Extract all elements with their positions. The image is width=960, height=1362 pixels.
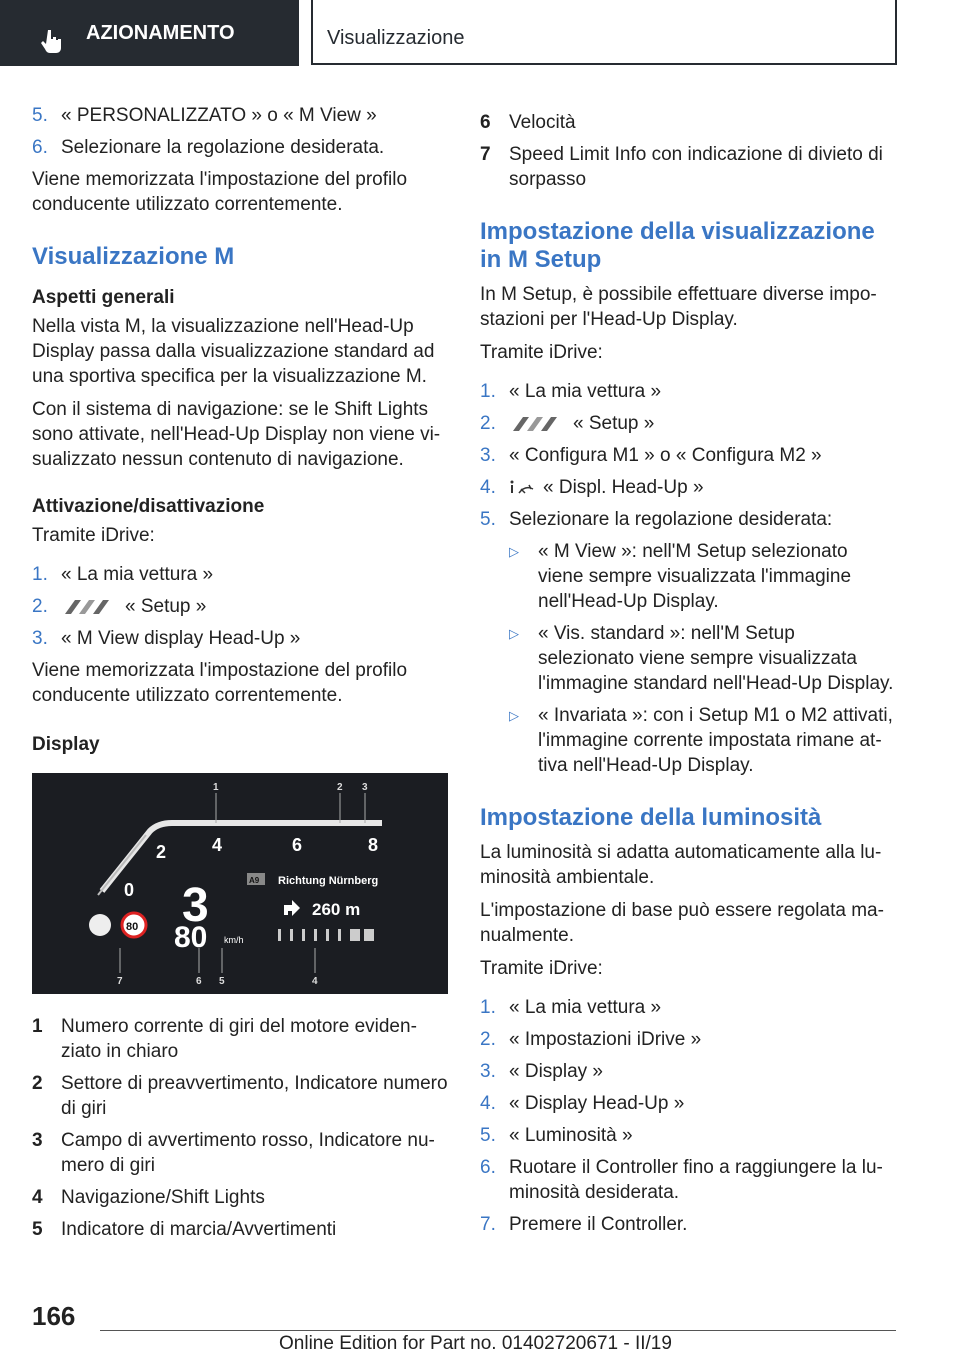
topic-label: Visualizzazione	[327, 27, 465, 49]
list-item: 3. « Display »	[480, 1061, 603, 1082]
legend-item: 7 Speed Limit Info con indicazione di divieto di sorpasso	[480, 144, 883, 190]
paragraph: L'impostazione di base può essere regolata manualmente.	[480, 900, 884, 946]
subheading-display: Display	[32, 734, 100, 755]
list-item: 2. « Setup »	[32, 596, 207, 617]
list-item: 1. « La mia vettura »	[480, 997, 662, 1018]
paragraph: Tramite iDrive:	[480, 342, 603, 363]
list-item: 5. « Luminosità »	[480, 1125, 633, 1146]
list-item: 1. « La mia vettura »	[480, 381, 662, 402]
distance: 260 m	[312, 900, 361, 919]
scale-0: 0	[124, 880, 135, 900]
subheading-toggle: Attivazione/disattivazione	[32, 496, 265, 517]
section-tab	[0, 0, 299, 66]
callout-1: 1	[213, 782, 219, 793]
heading-m-view: Visualizzazione M	[32, 243, 235, 270]
paragraph: La luminosità si adatta automaticamente alla luminosità ambientale.	[480, 842, 882, 888]
legend-item: 5 Indicatore di marcia/Avvertimenti	[32, 1219, 337, 1240]
paragraph: Nella vista M, la visualizzazione nell'Head-Up Display passa dalla visualizzazione standard ad una sportiva specifica per la visualizzazione M.	[32, 316, 435, 387]
right-column	[480, 110, 896, 1244]
callout-3: 3	[362, 782, 368, 793]
section-label: AZIONAMENTO	[86, 22, 235, 44]
legend-item: 3 Campo di avvertimento rosso, Indicatore numero di giri	[32, 1130, 435, 1176]
bullet-item: ▷ « M View »: nell'M Setup selezionato viene sempre visualizzata l'immagine nell'Head-Up Display.	[509, 541, 852, 612]
topic-tab	[311, 0, 897, 65]
paragraph: Tramite iDrive:	[480, 958, 603, 979]
speed-unit: km/h	[224, 935, 244, 945]
speed-limit: 80	[126, 921, 139, 933]
list-item: 1. « La mia vettura »	[32, 564, 214, 585]
hand-pointer-icon	[40, 28, 64, 54]
legend-item: 1 Numero corrente di giri del motore evidenziato in chiaro	[32, 1016, 417, 1062]
paragraph: Con il sistema di navigazione: se le Shift Lights sono attivate, nell'Head-Up Display non viene visualizzato nessun contenuto di navigazione.	[32, 399, 441, 470]
scale-4: 4	[212, 835, 223, 855]
subheading-general: Aspetti generali	[32, 287, 175, 308]
legend-item: 4 Navigazione/Shift Lights	[32, 1187, 265, 1208]
list-item: 3. « M View display Head-Up »	[32, 628, 301, 649]
paragraph: In M Setup, è possibile effettuare diverse impostazioni per l'Head-Up Display.	[480, 284, 877, 330]
legend-item: 2 Settore di preavvertimento, Indicatore numero di giri	[32, 1073, 448, 1119]
paragraph: Viene memorizzata l'impostazione del profilo conducente utilizzato correntemente.	[32, 169, 408, 215]
scale-8: 8	[368, 835, 379, 855]
callout-2: 2	[337, 782, 343, 793]
m-stripes-icon	[509, 416, 565, 432]
list-item: 4. « Displ. Head-Up »	[480, 477, 704, 498]
head-up-display-icon	[509, 479, 537, 497]
m-stripes-icon	[61, 599, 117, 615]
bullet-item: ▷ « Vis. standard »: nell'M Setup selezionato viene sempre visualizzata l'immagine standard nell'Head-Up Display.	[509, 623, 894, 694]
scale-6: 6	[292, 835, 303, 855]
list-item: 6. Ruotare il Controller fino a raggiungere la luminosità desiderata.	[480, 1157, 883, 1203]
legend-item: 6 Velocità	[480, 112, 576, 133]
list-item: 5. Selezionare la regolazione desiderata:	[480, 509, 833, 530]
callout-7: 7	[117, 976, 123, 987]
page-number: 166	[32, 1301, 76, 1331]
heading-m-setup: Impostazione della visualizzazione in M Setup	[480, 218, 875, 273]
hud-illustration	[32, 773, 448, 994]
edition-footer: Online Edition for Part no. 01402720671 - II/19	[279, 1333, 672, 1354]
callout-4: 4	[312, 976, 318, 987]
paragraph: Viene memorizzata l'impostazione del profilo conducente utilizzato correntemente.	[32, 660, 408, 706]
route-text: Richtung Nürnberg	[278, 875, 379, 887]
route-badge: A9	[249, 876, 260, 885]
scale-2: 2	[156, 842, 167, 862]
speed-value: 80	[174, 921, 208, 954]
footer-divider	[100, 1330, 896, 1331]
callout-5: 5	[219, 976, 225, 987]
list-item: 7. Premere il Controller.	[480, 1214, 688, 1235]
list-item: 2. « Setup »	[480, 413, 655, 434]
page-header	[0, 0, 960, 66]
list-item: 6. Selezionare la regolazione desiderata.	[32, 137, 385, 158]
paragraph: Tramite iDrive:	[32, 525, 155, 546]
bullet-item: ▷ « Invariata »: con i Setup M1 o M2 attivati, l'immagine corrente impostata rimane attiva nell'Head-Up Display.	[509, 705, 893, 776]
left-column	[32, 103, 448, 1249]
list-item: 5. « PERSONALIZZATO » o « M View »	[32, 105, 377, 126]
heading-brightness: Impostazione della luminosità	[480, 804, 822, 831]
list-item: 2. « Impostazioni iDrive »	[480, 1029, 702, 1050]
list-item: 4. « Display Head-Up »	[480, 1093, 685, 1114]
list-item: 3. « Configura M1 » o « Configura M2 »	[480, 445, 822, 466]
gear-value: 3	[182, 879, 209, 932]
callout-6: 6	[196, 976, 202, 987]
